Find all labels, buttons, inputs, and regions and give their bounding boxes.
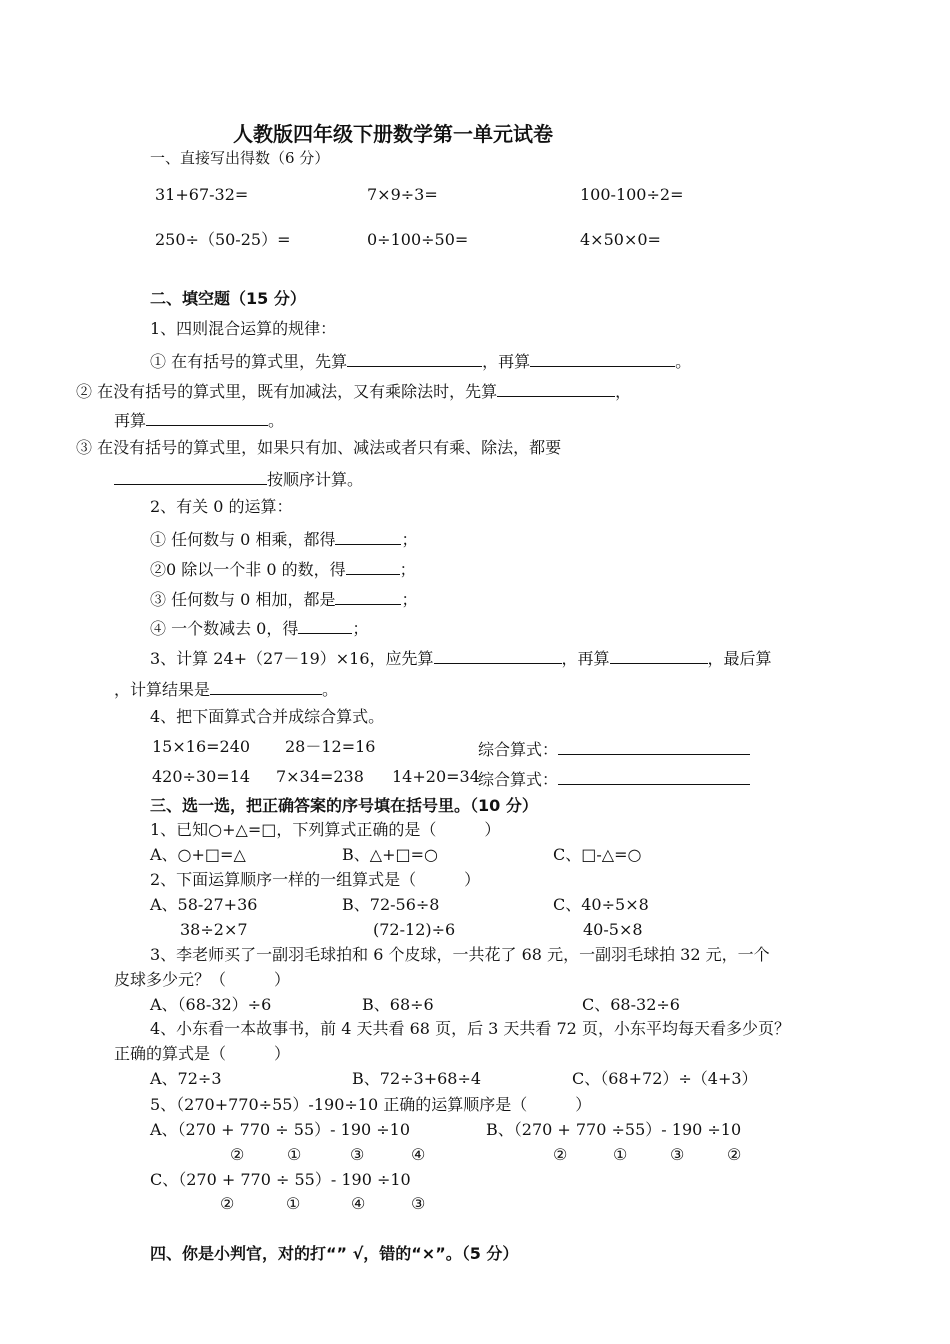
s2-q1b-line2: 再算 。: [114, 411, 285, 430]
s1-item: 31+67-32=: [155, 185, 249, 204]
section-4-heading: 四、你是小判官，对的打“” √，错的“×”。（5 分）: [150, 1244, 519, 1263]
s2-q3-line2: ，计算结果是 。: [114, 680, 339, 699]
step-mark: ①: [287, 1145, 302, 1164]
s3-q4-option[interactable]: C、（68+72）÷（4+3）: [572, 1069, 758, 1088]
step-mark: ③: [350, 1145, 365, 1164]
s2-q2c: ③ 任何数与 0 相加，都是 ；: [150, 590, 418, 609]
answer-blank[interactable]: [298, 618, 352, 634]
s2-q4-combo: 综合算式：: [478, 769, 750, 788]
s3-q1-option[interactable]: C、□-△=○: [553, 845, 642, 864]
answer-blank[interactable]: [114, 469, 267, 485]
s3-q2-option[interactable]: B、72-56÷8: [342, 895, 440, 914]
s2-q4-eq: 420÷30=14: [152, 767, 251, 786]
s1-item: 7×9÷3=: [367, 185, 438, 204]
s3-q5: 5、（270+770÷55）-190÷10 正确的运算顺序是（ ）: [150, 1095, 592, 1114]
s2-q4-eq: 14+20=34: [392, 767, 480, 786]
s3-q5-option-a[interactable]: A、（270 + 770 ÷ 55）- 190 ÷10: [150, 1120, 411, 1139]
answer-blank[interactable]: [497, 381, 615, 397]
step-mark: ①: [286, 1194, 301, 1213]
s2-q2d: ④ 一个数减去 0，得 ；: [150, 619, 369, 638]
s3-q2: 2、下面运算顺序一样的一组算式是（ ）: [150, 870, 481, 889]
s2-q1c-line2: 按顺序计算。: [114, 469, 363, 488]
s1-item: 0÷100÷50=: [367, 230, 469, 249]
s3-q2-option[interactable]: C、40÷5×8: [553, 895, 649, 914]
answer-blank[interactable]: [610, 648, 708, 664]
s3-q3-line2: 皮球多少元？（ ）: [114, 970, 291, 989]
s3-q5-option-c[interactable]: C、（270 + 770 ÷ 55）- 190 ÷10: [150, 1170, 411, 1189]
step-mark: ②: [220, 1194, 235, 1213]
answer-blank[interactable]: [434, 648, 562, 664]
s2-q4-combo: 综合算式：: [478, 739, 750, 758]
section-3-heading: 三、选一选，把正确答案的序号填在括号里。（10 分）: [150, 796, 538, 815]
answer-blank[interactable]: [335, 589, 401, 605]
page-title: 人教版四年级下册数学第一单元试卷: [233, 122, 553, 146]
s1-item: 100-100÷2=: [580, 185, 684, 204]
step-mark: ④: [411, 1145, 426, 1164]
s2-q2a: ① 任何数与 0 相乘，都得 ；: [150, 530, 418, 549]
step-mark: ①: [613, 1145, 628, 1164]
s3-q2-option[interactable]: A、58-27+36: [150, 895, 258, 914]
step-mark: ④: [351, 1194, 366, 1213]
answer-blank[interactable]: [146, 410, 268, 426]
step-mark: ③: [411, 1194, 426, 1213]
section-2-heading: 二、填空题（15 分）: [150, 289, 306, 308]
s2-q2: 2、有关 0 的运算：: [150, 497, 293, 516]
step-mark: ②: [553, 1145, 568, 1164]
s3-q2-option-line2: (72-12)÷6: [373, 920, 456, 939]
answer-blank[interactable]: [530, 351, 675, 367]
s2-q4-eq: 7×34=238: [276, 767, 364, 786]
s1-item: 4×50×0=: [580, 230, 661, 249]
s3-q1: 1、已知○+△=□，下列算式正确的是（ ）: [150, 820, 501, 839]
s3-q3: 3、李老师买了一副羽毛球拍和 6 个皮球，一共花了 68 元，一副羽毛球拍 32 元，一个: [150, 945, 770, 964]
answer-blank[interactable]: [558, 769, 750, 785]
answer-blank[interactable]: [335, 529, 401, 545]
s3-q4-option[interactable]: A、72÷3: [150, 1069, 222, 1088]
s2-q4-eq: 28－12=16: [285, 737, 376, 756]
step-mark: ③: [670, 1145, 685, 1164]
section-1-heading: 一、直接写出得数（6 分）: [150, 149, 330, 167]
answer-blank[interactable]: [347, 351, 482, 367]
s2-q1b: ② 在没有括号的算式里，既有加减法，又有乘除法时，先算 ，: [76, 382, 632, 401]
s1-item: 250÷（50-25）=: [155, 230, 291, 249]
step-mark: ②: [230, 1145, 245, 1164]
s3-q1-option[interactable]: B、△+□=○: [342, 845, 438, 864]
s3-q3-option[interactable]: C、68-32÷6: [582, 995, 680, 1014]
s3-q2-option-line2: 40-5×8: [583, 920, 643, 939]
s2-q1a: ① 在有括号的算式里，先算 ，再算 。: [150, 352, 692, 371]
s2-q1: 1、四则混合运算的规律：: [150, 319, 337, 338]
s2-q2b: ②0 除以一个非 0 的数，得 ；: [150, 560, 416, 579]
s3-q2-option-line2: 38÷2×7: [180, 920, 248, 939]
s3-q4-option[interactable]: B、72÷3+68÷4: [352, 1069, 482, 1088]
s2-q1c: ③ 在没有括号的算式里，如果只有加、减法或者只有乘、除法，都要: [76, 438, 562, 457]
s3-q4: 4、小东看一本故事书，前 4 天共看 68 页，后 3 天共看 72 页，小东平均每天看多少页？: [150, 1019, 790, 1038]
step-mark: ②: [727, 1145, 742, 1164]
answer-blank[interactable]: [558, 739, 750, 755]
s3-q3-option[interactable]: B、68÷6: [362, 995, 434, 1014]
answer-blank[interactable]: [210, 679, 322, 695]
answer-blank[interactable]: [346, 559, 400, 575]
s2-q4: 4、把下面算式合并成综合算式。: [150, 707, 385, 726]
s2-q3: 3、计算 24+（27－19）×16，应先算 ，再算 ，最后算: [150, 649, 772, 668]
s3-q4-line2: 正确的算式是（ ）: [114, 1044, 291, 1063]
s2-q4-eq: 15×16=240: [152, 737, 251, 756]
s3-q1-option[interactable]: A、○+□=△: [150, 845, 246, 864]
s3-q5-option-b[interactable]: B、（270 + 770 ÷55）- 190 ÷10: [486, 1120, 742, 1139]
s3-q3-option[interactable]: A、（68-32）÷6: [150, 995, 272, 1014]
